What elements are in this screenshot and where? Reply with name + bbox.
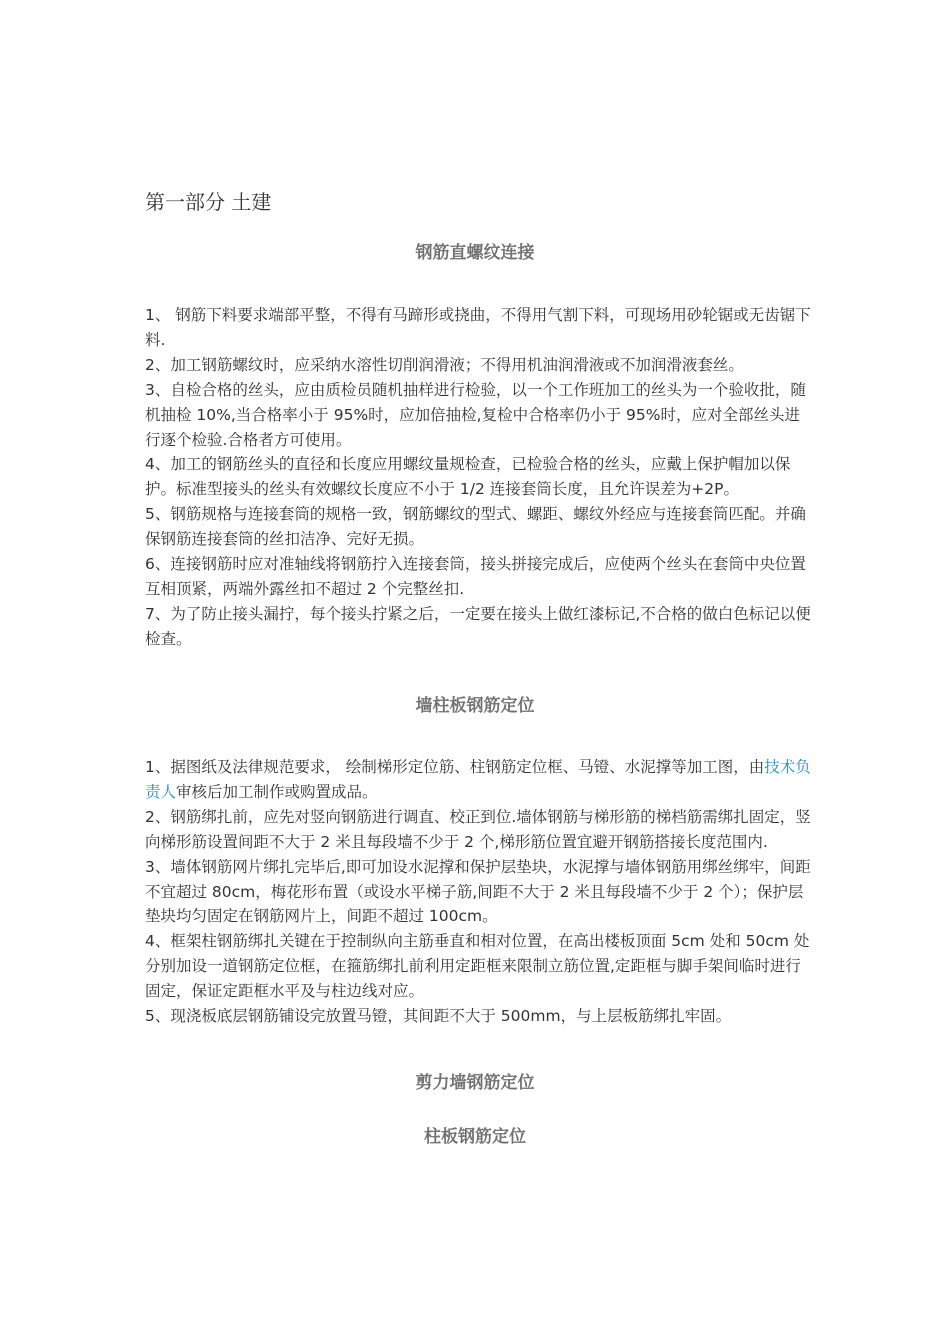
- paragraph-3: 3、墙体钢筋网片绑扎完毕后,即可加设水泥撑和保护层垫块，水泥撑与墙体钢筋用绑丝绑牢，间距不宜超过 80cm，梅花形布置（或设水平梯子筋,间距不大于 2 米且每段墙不少于 2 个）；保护层垫块均匀固定在钢筋网片上，间距不超过 100cm。: [145, 857, 811, 926]
- paragraph-2: 2、钢筋绑扎前，应先对竖向钢筋进行调直、校正到位.墙体钢筋与梯形筋的梯档筋需绑扎固定，竖向梯形筋设置间距不大于 2 米且每段墙不少于 2 个,梯形筋位置宜避开钢筋搭接长度范围内.: [145, 807, 811, 851]
- section-body-rebar-thread-connection: [145, 303, 815, 652]
- paragraph-1: 1、 钢筋下料要求端部平整，不得有马蹄形或挠曲，不得用气割下料，可现场用砂轮锯或无齿锯下料.: [145, 306, 811, 349]
- section-title-wall-column-slab-rebar-positioning: 墙柱板钢筋定位: [415, 696, 535, 716]
- paragraph-2: 2、加工钢筋螺纹时，应采纳水溶性切削润滑液；不得用机油润滑液或不加润滑液套丝。: [145, 355, 744, 374]
- paragraph-4: 4、加工的钢筋丝头的直径和长度应用螺纹量规检查，已检验合格的丝头，应戴上保护帽加以保护。标准型接头的丝头有效螺纹长度应不小于 1/2 连接套筒长度，且允许误差为+2P。: [145, 455, 791, 499]
- technical-lead-link[interactable]: 技术负责人: [145, 758, 811, 801]
- paragraph-5: 5、现浇板底层钢筋铺设完放置马镫，其间距不大于 500mm，与上层板筋绑扎牢固。: [145, 1007, 732, 1026]
- paragraph-6: 6、连接钢筋时应对准轴线将钢筋拧入连接套筒，接头拼接完成后，应使两个丝头在套筒中央位置互相顶紧，两端外露丝扣不超过 2 个完整丝扣.: [145, 555, 806, 598]
- paragraph-1: [145, 755, 815, 805]
- part-title: 第一部分 土建: [145, 190, 272, 214]
- paragraph-1-text-after-link: 审核后加工制作或购置成品。: [176, 782, 378, 801]
- section-title-shear-wall-rebar-positioning: 剪力墙钢筋定位: [415, 1073, 535, 1093]
- section-title-rebar-thread-connection: 钢筋直螺纹连接: [415, 243, 535, 263]
- paragraph-1-text-before-link: 1、据图纸及法律规范要求， 绘制梯形定位筋、柱钢筋定位框、马镫、水泥撑等加工图，由: [145, 758, 765, 776]
- section-body-wall-column-slab-rebar-positioning: [145, 755, 815, 1029]
- paragraph-7: 7、为了防止接头漏拧，每个接头拧紧之后，一定要在接头上做红漆标记,不合格的做白色标记以便检查。: [145, 604, 811, 648]
- paragraph-4: 4、框架柱钢筋绑扎关键在于控制纵向主筋垂直和相对位置，在高出楼板顶面 5cm 处和 50cm 处分别加设一道钢筋定位框，在箍筋绑扎前利用定距框来限制立筋位置,定距框与脚手架间临时进行固定，保证定距框水平及与柱边线对应。: [145, 932, 810, 1001]
- paragraph-3: 3、自检合格的丝头，应由质检员随机抽样进行检验，以一个工作班加工的丝头为一个验收批，随机抽检 10%,当合格率小于 95%时，应加倍抽检,复检中合格率仍小于 95%时，应对全部丝头进行逐个检验.合格者方可使用。: [145, 380, 806, 449]
- section-title-column-slab-rebar-positioning: 柱板钢筋定位: [424, 1127, 526, 1147]
- paragraph-5: 5、钢筋规格与连接套筒的规格一致，钢筋螺纹的型式、螺距、螺纹外经应与连接套筒匹配。并确保钢筋连接套筒的丝扣洁净、完好无损。: [145, 505, 806, 549]
